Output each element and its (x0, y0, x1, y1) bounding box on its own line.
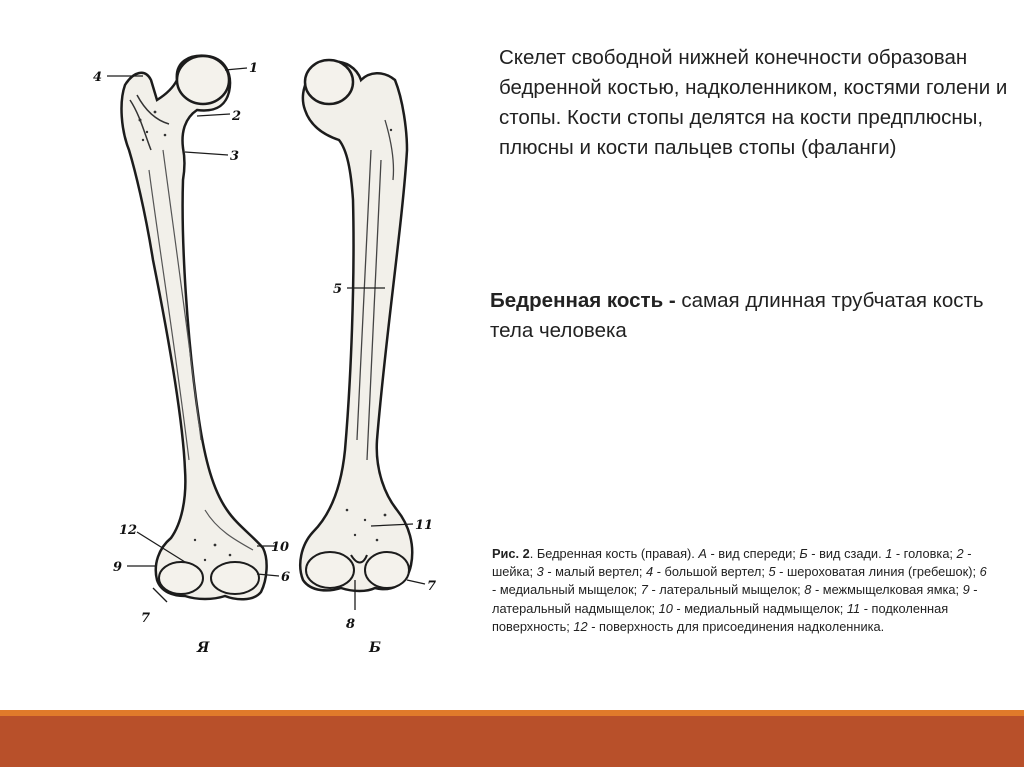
caption-label: Рис. 2 (492, 546, 530, 561)
caption-item-text: - малый вертел; (543, 564, 647, 580)
femur-a-condyle-lateral (159, 562, 203, 594)
caption-item-text: - медиальный мыщелок; (492, 582, 641, 598)
caption-item-text: - межмыщелковая ямка; (811, 582, 963, 598)
caption-item-number: 6 (979, 564, 987, 580)
caption-view-a-text: - вид спереди; (706, 546, 800, 561)
fig-label-12: 12 (119, 523, 138, 538)
caption-item-number: 12 (573, 618, 588, 634)
caption-item-text: - латеральный надмыщелок; (492, 582, 978, 616)
definition-text: самая длинная трубчатая кость тела человека (490, 289, 984, 342)
femur-posterior-view (300, 60, 412, 591)
figure-caption (492, 545, 992, 636)
caption-item-text: - медиальный надмыщелок; (672, 600, 847, 616)
caption-item-number: 9 (962, 582, 970, 598)
fig-label-9: 9 (113, 560, 123, 575)
fig-label-2: 2 (232, 109, 242, 124)
definition-term: Бедренная кость - (490, 289, 676, 312)
femur-a-outline (122, 56, 267, 600)
fig-label-7b: 7 (427, 579, 437, 594)
intro-paragraph: Скелет свободной нижней конечности образован бедренной костью, надколенником, костями голени и стопы. Кости стопы делятся на кости предплюсны, плюсны и кости пальцев стопы (фаланги) (499, 46, 1008, 159)
fig-label-10: 10 (271, 540, 290, 555)
caption-title: . Бедренная кость (правая). (529, 546, 699, 561)
femur-b-condyle-lateral (365, 552, 409, 588)
caption-item-number: 11 (846, 600, 861, 616)
femur-a-condyle-medial (211, 562, 259, 594)
caption-item-text: - латеральный мыщелок; (647, 582, 805, 598)
caption-item-text: - шероховатая линия (гребешок); (775, 564, 980, 580)
fig-label-6: 6 (281, 570, 291, 585)
view-label-b: Б (369, 640, 381, 656)
caption-item-text: - шейка; (492, 546, 972, 580)
caption-item-number: 10 (658, 600, 673, 616)
caption-item-number: 8 (804, 582, 812, 598)
fig-label-3: 3 (230, 149, 240, 164)
caption-item-number: 1 (885, 546, 893, 561)
femur-illustration (85, 40, 485, 670)
femur-b-outline (300, 62, 412, 591)
femur-a-head (177, 56, 229, 104)
fig-label-1: 1 (249, 61, 259, 76)
caption-item-number: 3 (536, 564, 544, 580)
femur-anterior-view (122, 56, 267, 600)
caption-item-number: 5 (768, 564, 776, 580)
caption-item-text: - поверхность для присоединения надколенника. (587, 618, 885, 634)
fig-label-7a: 7 (141, 611, 151, 626)
femur-b-condyle-medial (306, 552, 354, 588)
fig-label-8: 8 (346, 617, 356, 632)
caption-item-text: - большой вертел; (653, 564, 769, 580)
fig-label-11: 11 (415, 518, 434, 533)
view-label-a: Я (197, 640, 210, 656)
caption-view-a-letter: А (698, 546, 707, 561)
femur-figure (85, 40, 485, 670)
footer-bar (0, 716, 1024, 767)
fig-label-5: 5 (333, 282, 343, 297)
caption-item-number: 7 (640, 582, 648, 598)
caption-item-number: 4 (646, 564, 654, 580)
caption-item-text: - головка; (892, 546, 957, 561)
definition-paragraph (490, 286, 1010, 346)
caption-item-number: 2 (956, 546, 964, 561)
caption-view-b-letter: Б (799, 546, 808, 561)
caption-item-text: - подколенная поверхность; (492, 600, 949, 634)
caption-view-b-text: - вид сзади. (807, 546, 886, 561)
fig-label-4: 4 (93, 70, 103, 85)
femur-b-head (305, 60, 353, 104)
